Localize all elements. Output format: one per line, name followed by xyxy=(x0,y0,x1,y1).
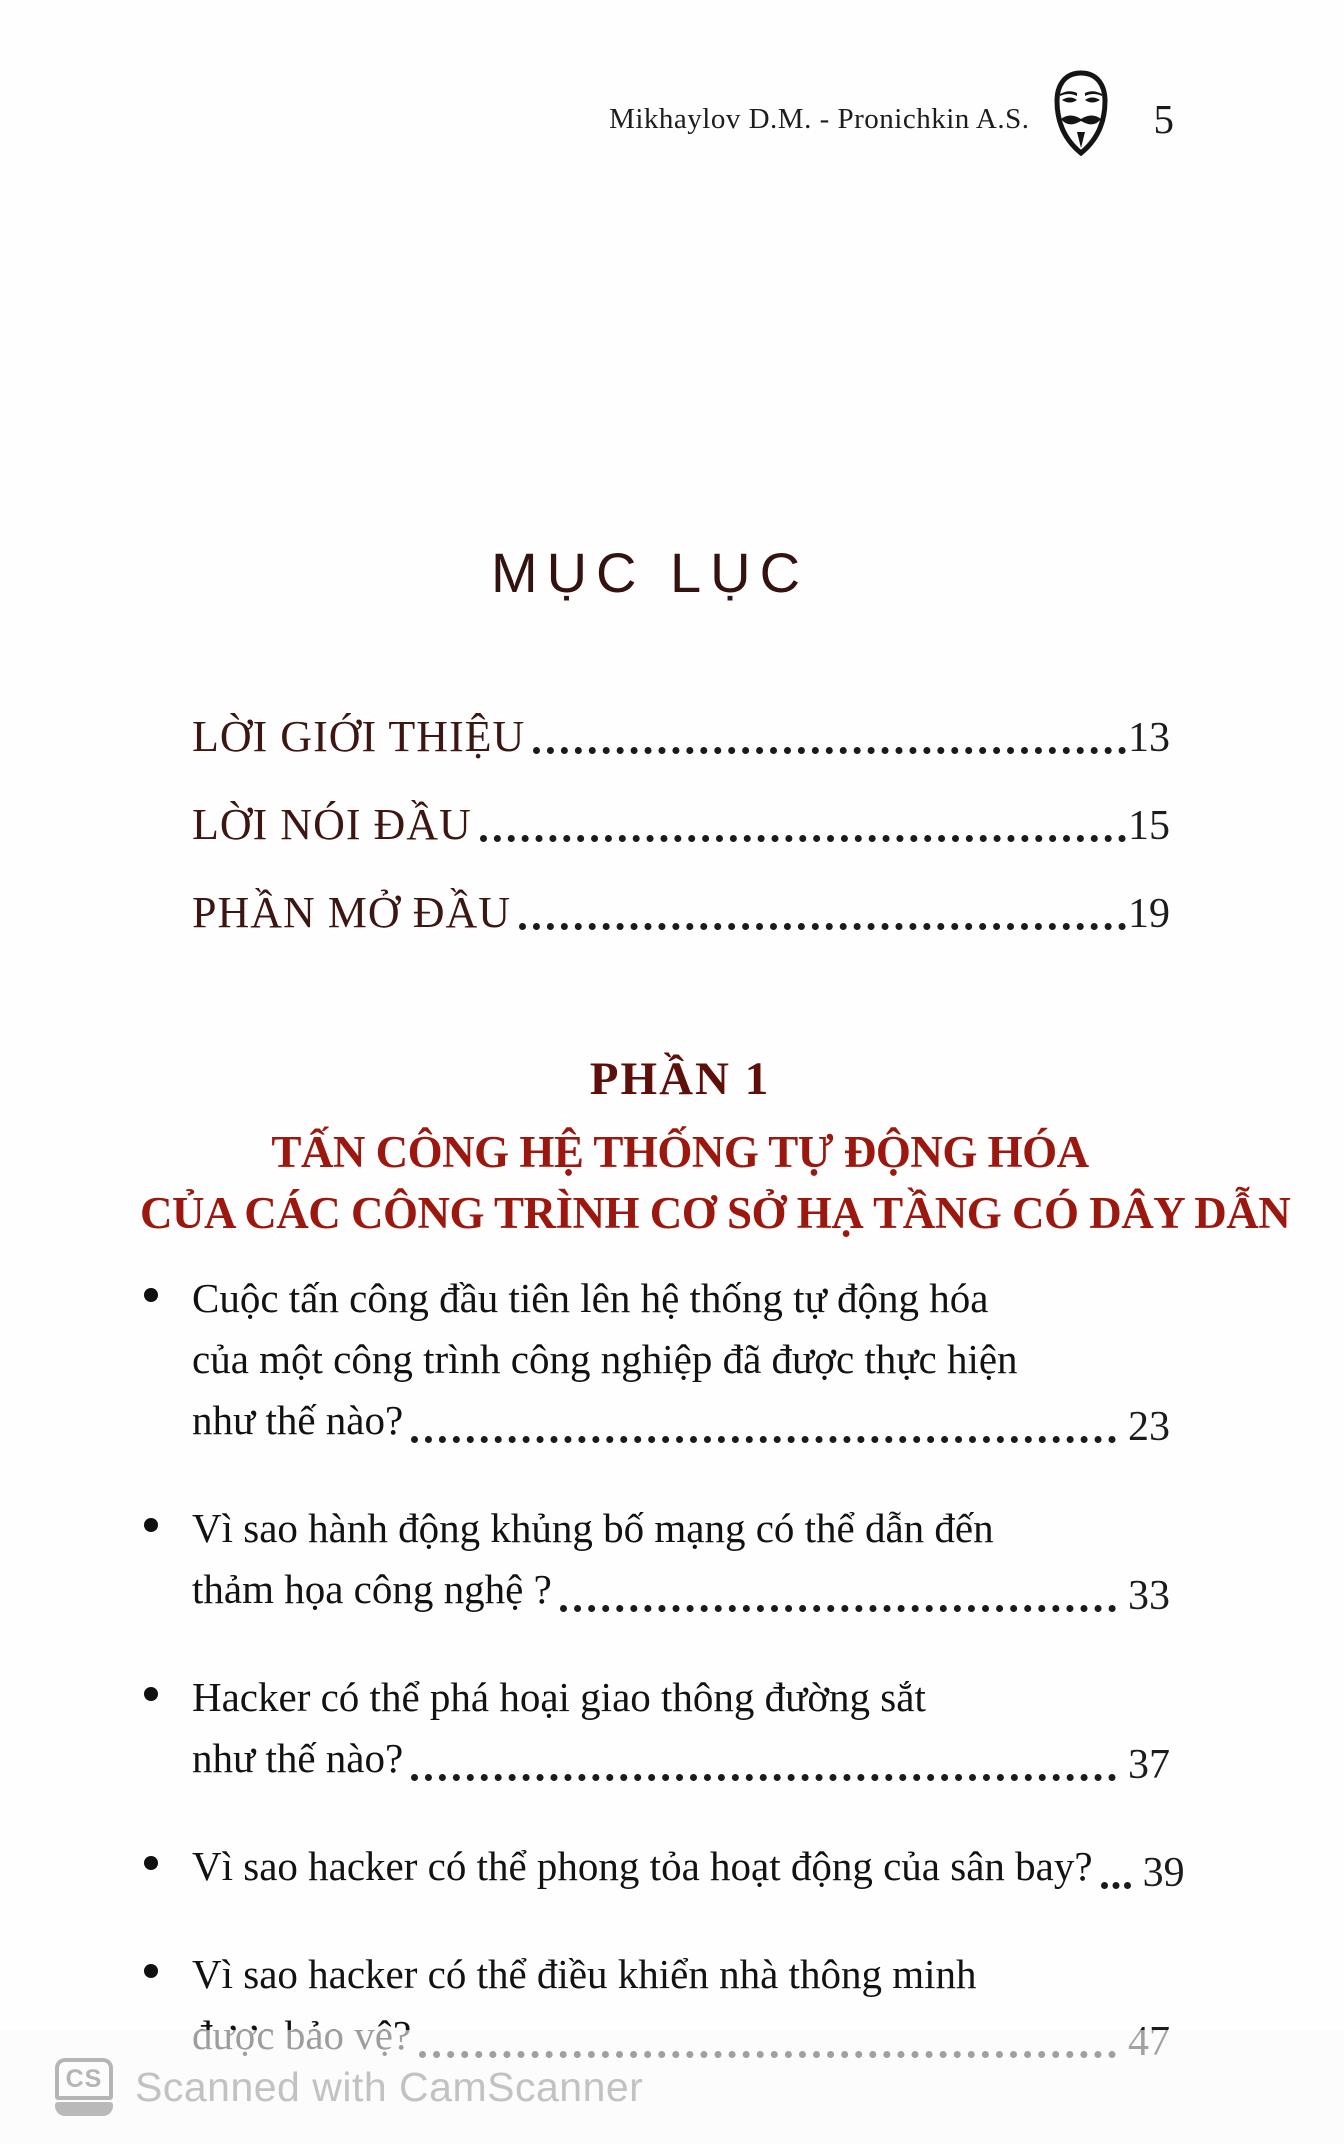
toc-row xyxy=(192,888,1170,938)
toc-row-page-number: 15 xyxy=(1128,803,1170,849)
camscanner-watermark-bar xyxy=(0,2030,1344,2144)
entry-tail-row xyxy=(192,1559,1170,1620)
toc-row xyxy=(192,800,1170,850)
page-header xyxy=(609,70,1174,156)
entry-line: Hacker có thể phá hoại giao thông đường sắt xyxy=(192,1674,926,1720)
toc-row-label: LỜI NÓI ĐẦU xyxy=(192,800,472,849)
entry-page-number: 39 xyxy=(1142,1850,1185,1896)
entry-line: Vì sao hacker có thể điều khiển nhà thông minh xyxy=(192,1951,977,1997)
header-page-number: 5 xyxy=(1153,96,1174,142)
toc-row-label: PHẦN MỞ ĐẦU xyxy=(192,888,512,937)
part-title-line-1: TẤN CÔNG HỆ THỐNG TỰ ĐỘNG HÓA xyxy=(271,1127,1089,1177)
entry-tail-row xyxy=(192,1728,1170,1789)
watermark-label: Scanned with CamScanner xyxy=(135,2063,644,2110)
front-matter-list xyxy=(192,712,1170,976)
toc-row xyxy=(192,712,1170,762)
bullet-icon xyxy=(144,1964,158,1978)
part-label: PHẦN 1 xyxy=(589,1053,771,1105)
dot-leader xyxy=(1101,1882,1131,1889)
entry-tail-text: như thế nào? xyxy=(192,1735,404,1781)
entry-tail-row xyxy=(192,1836,1185,1897)
dot-leader xyxy=(411,1774,1116,1781)
entry-page-number: 33 xyxy=(1128,1573,1170,1619)
entry-tail-row xyxy=(192,1390,1170,1451)
page-title: MỤC LỤC xyxy=(490,541,810,604)
part-title-line-2: CỦA CÁC CÔNG TRÌNH CƠ SỞ HẠ TẦNG CÓ DÂY DẪN xyxy=(140,1188,1291,1238)
entry-tail-text: Vì sao hacker có thể phong tỏa hoạt động của sân bay? xyxy=(192,1843,1093,1889)
chapter-entry-list xyxy=(192,1268,1185,2113)
dot-leader xyxy=(533,747,1126,754)
list-item xyxy=(192,1498,1170,1620)
list-item xyxy=(192,1268,1170,1451)
entry-tail-text: như thế nào? xyxy=(192,1397,404,1443)
dot-leader xyxy=(411,1436,1116,1443)
bullet-icon xyxy=(144,1687,158,1701)
dot-leader xyxy=(519,923,1126,930)
camscanner-logo-icon xyxy=(55,2058,113,2116)
entry-line: Vì sao hành động khủng bố mạng có thể dẫn đến xyxy=(192,1505,994,1551)
guy-fawkes-mask-icon xyxy=(1050,70,1112,156)
camscanner-logo-band xyxy=(55,2102,113,2116)
bullet-icon xyxy=(144,1856,158,1870)
dot-leader xyxy=(560,1605,1116,1612)
entry-tail-text: thảm họa công nghệ ? xyxy=(192,1566,552,1612)
entry-page-number: 37 xyxy=(1128,1742,1170,1788)
header-authors: Mikhaylov D.M. - Pronichkin A.S. xyxy=(609,102,1030,135)
bullet-icon xyxy=(144,1288,158,1302)
entry-page-number: 23 xyxy=(1128,1404,1170,1450)
camscanner-logo-text: CS xyxy=(55,2058,113,2100)
entry-line: của một công trình công nghiệp đã được thực hiện xyxy=(192,1336,1018,1382)
list-item xyxy=(192,1667,1170,1789)
entry-line: Cuộc tấn công đầu tiên lên hệ thống tự động hóa xyxy=(192,1275,989,1321)
bullet-icon xyxy=(144,1518,158,1532)
list-item xyxy=(192,1836,1185,1897)
toc-row-label: LỜI GIỚI THIỆU xyxy=(192,712,526,761)
dot-leader xyxy=(480,835,1126,842)
part-heading xyxy=(140,1052,1291,1244)
toc-row-page-number: 13 xyxy=(1128,715,1170,761)
toc-row-page-number: 19 xyxy=(1128,891,1170,937)
